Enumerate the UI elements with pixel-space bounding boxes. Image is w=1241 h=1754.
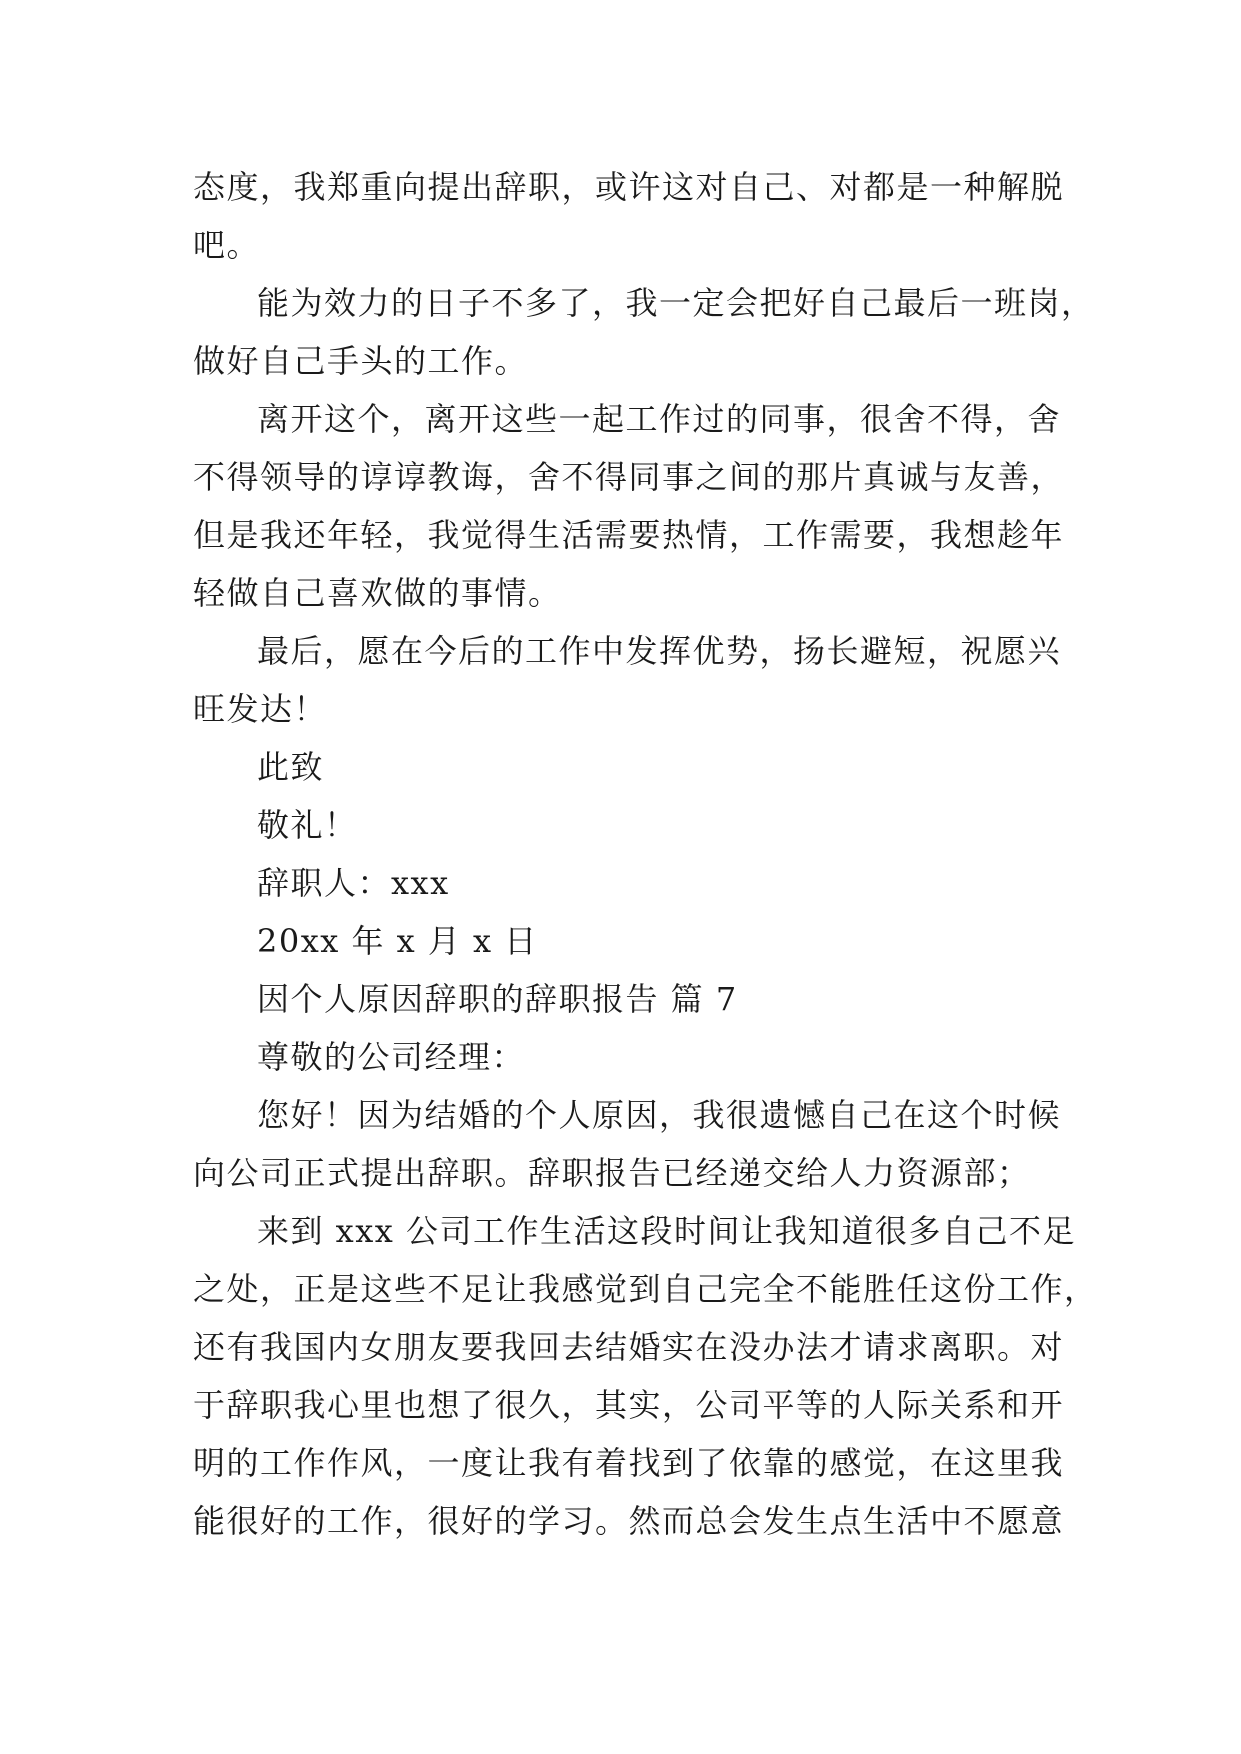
text-line: 吧。 — [193, 226, 261, 264]
text-line: 20xx 年 x 月 x 日 — [257, 922, 538, 960]
text-line: 不得领导的谆谆教诲，舍不得同事之间的那片真诚与友善， — [193, 458, 1065, 496]
text-line: 能很好的工作，很好的学习。然而总会发生点生活中不愿意 — [193, 1502, 1065, 1540]
text-line: 向公司正式提出辞职。辞职报告已经递交给人力资源部； — [193, 1154, 1031, 1192]
text-line: 但是我还年轻，我觉得生活需要热情，工作需要，我想趁年 — [193, 516, 1065, 554]
text-line: 明的工作作风，一度让我有着找到了依靠的感觉，在这里我 — [193, 1444, 1065, 1482]
text-line: 于辞职我心里也想了很久，其实，公司平等的人际关系和开 — [193, 1386, 1065, 1424]
text-line: 最后，愿在今后的工作中发挥优势，扬长避短，祝愿兴 — [257, 632, 1062, 670]
document-body — [193, 158, 1098, 1550]
text-line: 来到 xxx 公司工作生活这段时间让我知道很多自己不足 — [257, 1212, 1076, 1250]
text-line: 还有我国内女朋友要我回去结婚实在没办法才请求离职。对 — [193, 1328, 1065, 1366]
text-line: 旺发达！ — [193, 690, 328, 728]
text-line: 之处，正是这些不足让我感觉到自己完全不能胜任这份工作， — [193, 1270, 1098, 1308]
text-line: 能为效力的日子不多了，我一定会把好自己最后一班岗， — [257, 284, 1095, 322]
text-line: 轻做自己喜欢做的事情。 — [193, 574, 562, 612]
text-line: 敬礼！ — [257, 806, 358, 844]
text-line: 态度，我郑重向提出辞职，或许这对自己、对都是一种解脱 — [193, 168, 1065, 206]
text-line: 因个人原因辞职的辞职报告 篇 7 — [257, 980, 738, 1018]
text-line: 辞职人：xxx — [257, 864, 450, 902]
text-line: 此致 — [257, 748, 325, 786]
text-line: 尊敬的公司经理： — [257, 1038, 526, 1076]
text-line: 离开这个，离开这些一起工作过的同事，很舍不得，舍 — [257, 400, 1062, 438]
text-line: 做好自己手头的工作。 — [193, 342, 529, 380]
text-line: 您好！因为结婚的个人原因，我很遗憾自己在这个时候 — [257, 1096, 1062, 1134]
